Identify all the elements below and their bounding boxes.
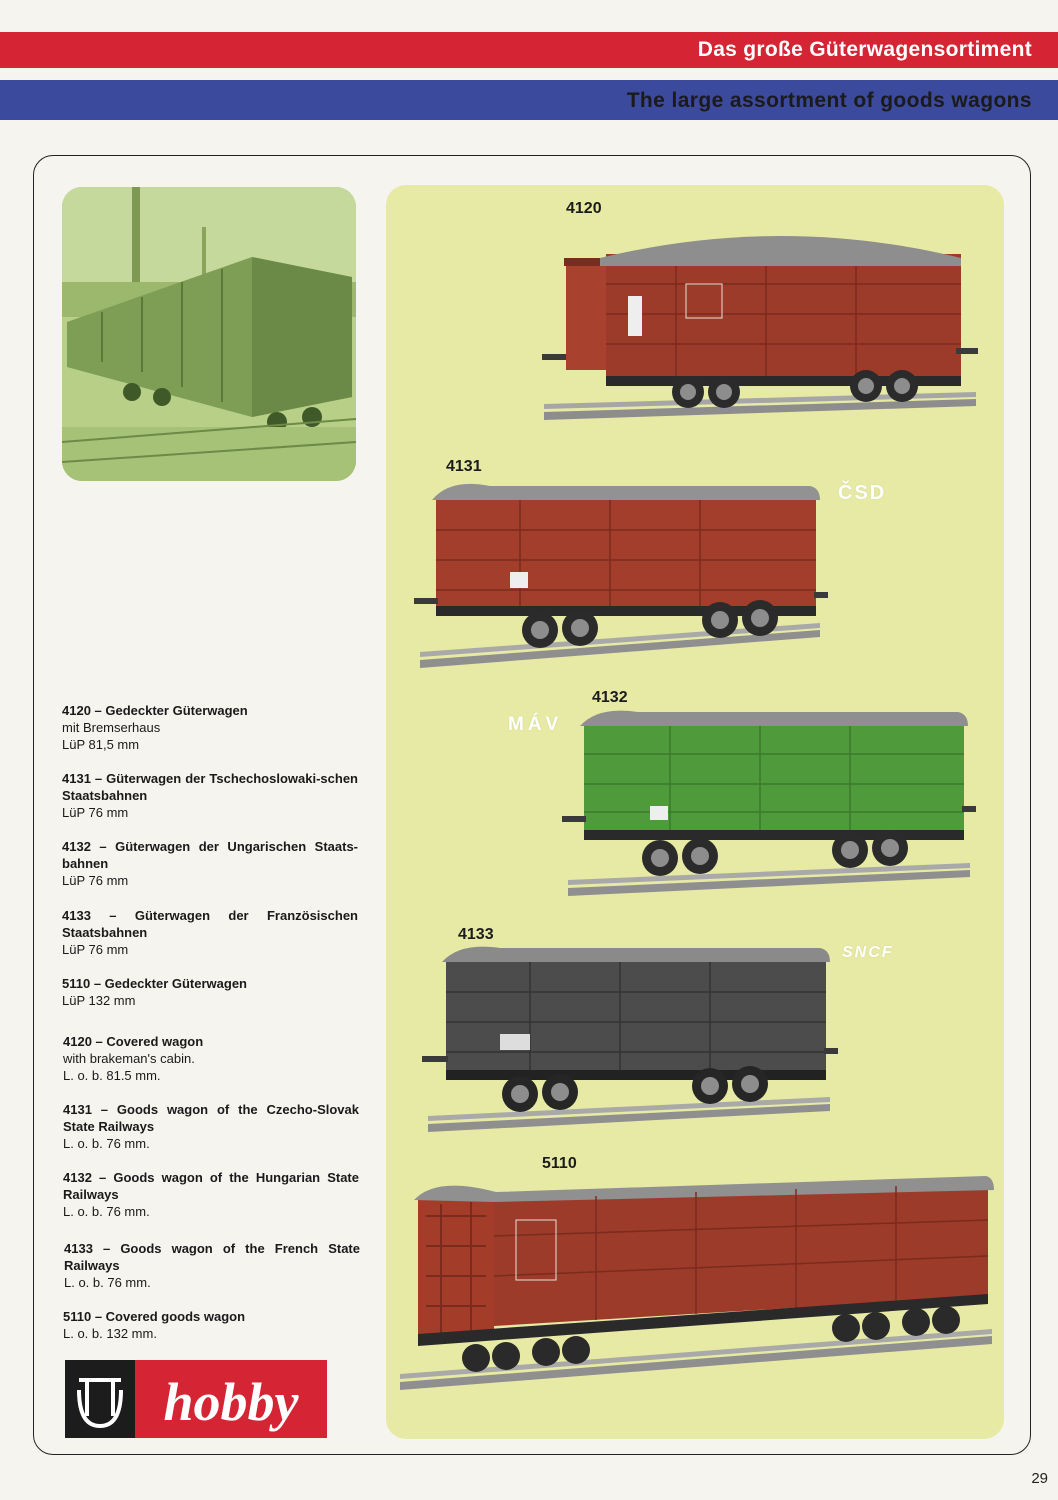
wagon-photo — [62, 187, 356, 481]
description-line: with brakeman's cabin. — [63, 1051, 195, 1066]
description-line: L. o. b. 76 mm. — [64, 1275, 151, 1290]
description-en-4132 — [63, 1169, 359, 1220]
description-en-4120 — [63, 1033, 359, 1084]
wagon-4120-image — [536, 224, 981, 424]
description-line: LüP 76 mm — [62, 873, 129, 888]
description-heading: 4131 – Güterwagen der Tschechoslowaki-schen Staatsbahnen — [62, 771, 358, 803]
railway-logo-sncf: SNCF — [842, 944, 894, 961]
wagon-4133-image — [420, 944, 840, 1134]
description-en-4133 — [64, 1240, 360, 1291]
description-line: mit Bremserhaus — [62, 720, 161, 735]
description-line: LüP 81,5 mm — [62, 737, 140, 752]
description-line: L. o. b. 76 mm. — [63, 1136, 150, 1151]
railway-logo-csd: ČSD — [838, 482, 887, 504]
description-heading: 4132 – Güterwagen der Ungarischen Staats-bahnen — [62, 839, 358, 871]
description-heading: 4133 – Goods wagon of the French State Railways — [64, 1241, 360, 1273]
description-line: LüP 132 mm — [62, 993, 136, 1008]
header-title-german: Das große Güterwagensortiment — [697, 38, 1032, 61]
description-line: L. o. b. 81.5 mm. — [63, 1068, 161, 1083]
description-line: LüP 76 mm — [62, 942, 129, 957]
description-heading: 5110 – Gedeckter Güterwagen — [62, 976, 247, 991]
description-heading: 4131 – Goods wagon of the Czecho-Slovak State Railways — [63, 1102, 359, 1134]
wagon-photo-image — [62, 187, 356, 481]
page-number: 29 — [1031, 1470, 1048, 1487]
wagon-4131-image — [410, 480, 830, 670]
description-de-4133 — [62, 907, 358, 958]
header-band-white — [0, 68, 1058, 78]
model-number-5110: 5110 — [542, 1155, 577, 1172]
description-line: L. o. b. 132 mm. — [63, 1326, 157, 1341]
model-number-4131: 4131 — [446, 458, 482, 475]
header-title-english: The large assortment of goods wagons — [626, 89, 1032, 112]
model-number-4120: 4120 — [566, 200, 602, 217]
description-de-4132 — [62, 838, 358, 889]
description-heading: 5110 – Covered goods wagon — [63, 1309, 246, 1324]
model-number-4133: 4133 — [458, 926, 494, 943]
description-heading: 4120 – Covered wagon — [63, 1034, 204, 1049]
tt-monogram-icon — [65, 1360, 327, 1438]
description-line: LüP 76 mm — [62, 805, 129, 820]
description-de-4131 — [62, 770, 358, 821]
railway-logo-mav: MÁV — [508, 714, 563, 735]
hobby-logo — [65, 1360, 327, 1438]
description-line: L. o. b. 76 mm. — [63, 1204, 150, 1219]
description-heading: 4120 – Gedeckter Güterwagen — [62, 703, 248, 718]
description-en-4131 — [63, 1101, 359, 1152]
brand-name: hobby — [163, 1372, 299, 1432]
description-de-4120 — [62, 702, 358, 753]
description-de-5110 — [62, 975, 358, 1009]
description-en-5110 — [63, 1308, 359, 1342]
wagon-5110-image — [396, 1176, 996, 1396]
wagon-4132-image — [560, 708, 980, 898]
description-heading: 4132 – Goods wagon of the Hungarian State Railways — [63, 1170, 359, 1202]
model-number-4132: 4132 — [592, 689, 628, 706]
description-heading: 4133 – Güterwagen der Französischen Staatsbahnen — [62, 908, 358, 940]
